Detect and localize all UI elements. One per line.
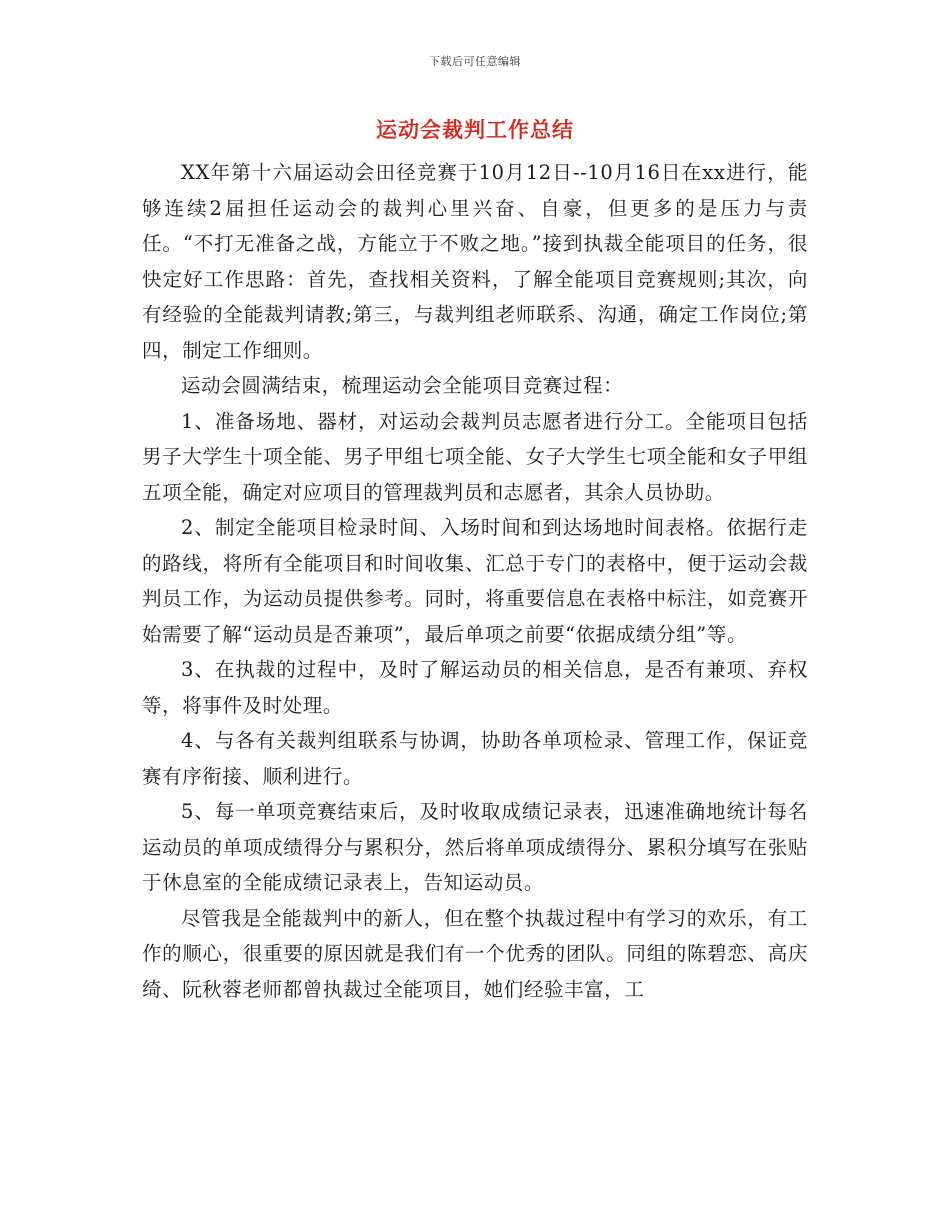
paragraph-item-1: 1、准备场地、器材，对运动会裁判员志愿者进行分工。全能项目包括男子大学生十项全能、男子甲组七项全能、女子大学生七项全能和女子甲组五项全能，确定对应项目的管理裁判员和志愿者，其余人员协助。 xyxy=(142,409,808,504)
paragraph-team: 尽管我是全能裁判中的新人，但在整个执裁过程中有学习的欢乐，有工作的顺心，很重要的原因就是我们有一个优秀的团队。同组的陈碧恋、高庆绮、阮秋蓉老师都曾执裁过全能项目，她们经验丰富，工 xyxy=(142,906,808,1001)
paragraph-item-2: 2、制定全能项目检录时间、入场时间和到达场地时间表格。依据行走的路线，将所有全能项目和时间收集、汇总于专门的表格中，便于运动会裁判员工作，为运动员提供参考。同时，将重要信息在表格中标注，如竞赛开始需要了解“运动员是否兼项”，最后单项之前要“依据成绩分组”等。 xyxy=(142,516,808,646)
paragraph-intro: XX年第十六届运动会田径竞赛于10月12日--10月16日在xx进行，能够连续2届担任运动会的裁判心里兴奋、自豪，但更多的是压力与责任。“不打无准备之战，方能立于不败之地。”接到执裁全能项目的任务，很快定好工作思路：首先，查找相关资料，了解全能项目竞赛规则;其次，向有经验的全能裁判请教;第三，与裁判组老师联系、沟通，确定工作岗位;第四，制定工作细则。 xyxy=(142,161,808,362)
document-body xyxy=(142,155,808,1007)
paragraph-summary-lead: 运动会圆满结束，梳理运动会全能项目竞赛过程： xyxy=(181,374,624,397)
document-title: 运动会裁判工作总结 xyxy=(376,117,574,142)
header-note: 下载后可任意编辑 xyxy=(429,55,521,68)
paragraph-item-5: 5、每一单项竞赛结束后，及时收取成绩记录表，迅速准确地统计每名运动员的单项成绩得分与累积分，然后将单项成绩得分、累积分填写在张贴于休息室的全能成绩记录表上，告知运动员。 xyxy=(142,800,808,894)
paragraph-item-4: 4、与各有关裁判组联系与协调，协助各单项检录、管理工作，保证竞赛有序衔接、顺利进行。 xyxy=(142,729,808,788)
paragraph-item-3: 3、在执裁的过程中，及时了解运动员的相关信息，是否有兼项、弃权等，将事件及时处理。 xyxy=(142,658,808,717)
